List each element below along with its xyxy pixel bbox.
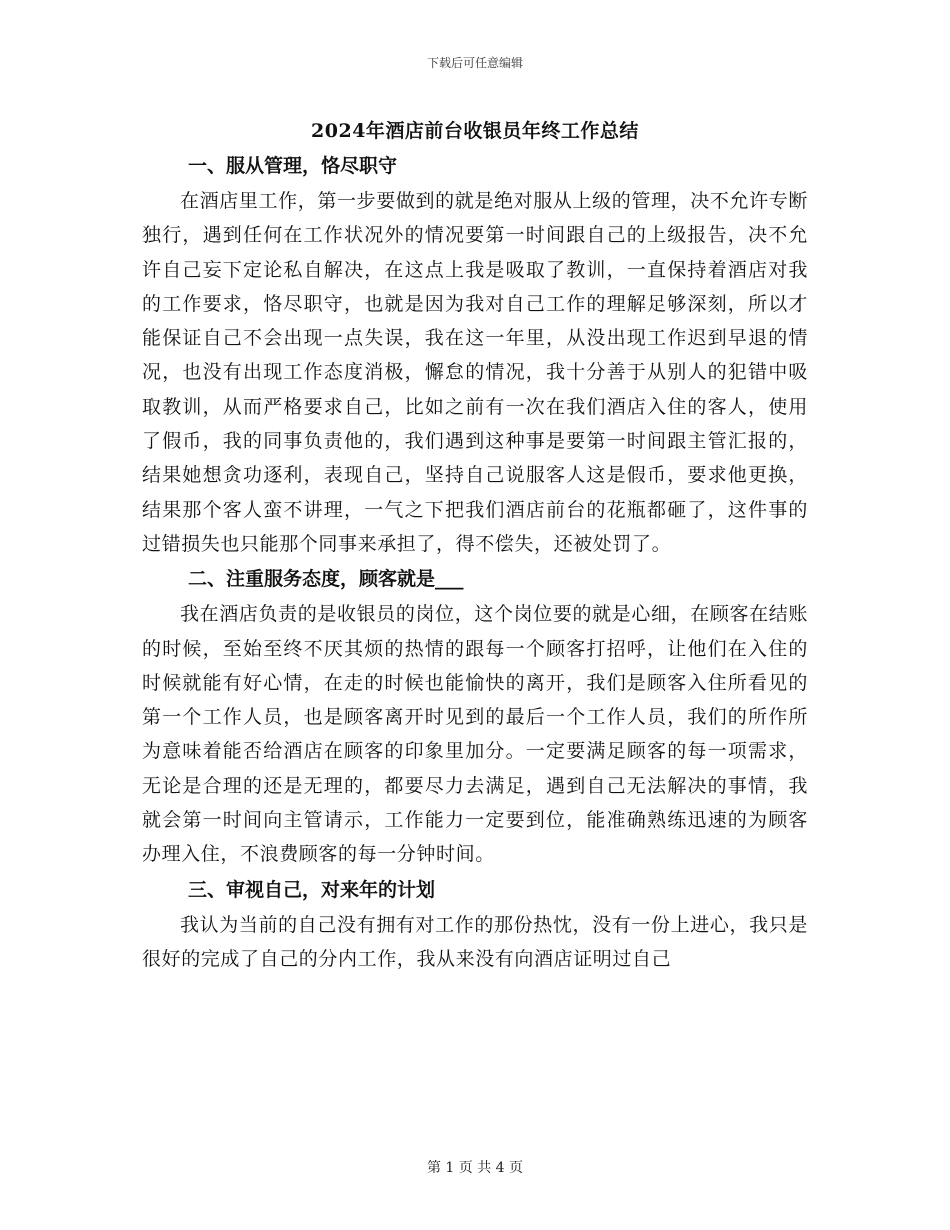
section-paragraph-2: 我在酒店负责的是收银员的岗位，这个岗位要的就是心细，在顾客在结账的时候，至始至终不厌其烦的热情的跟每一个顾客打招呼，让他们在入住的时候就能有好心情，在走的时候也能愉快的离开，我们是顾客入住所看见的第一个工作人员，也是顾客离开时见到的最后一个工作人员，我们的所作所为意味着能否给酒店在顾客的印象里加分。一定要满足顾客的每一项需求，无论是合理的还是无理的，都要尽力去满足，遇到自己无法解决的事情，我就会第一时间向主管请示，工作能力一定要到位，能准确熟练迅速的为顾客办理入住，不浪费顾客的每一分钟时间。 [142,603,808,866]
header-note: 下载后可任意编辑 [426,56,523,70]
section-paragraph-1: 在酒店里工作，第一步要做到的就是绝对服从上级的管理，决不允许专断独行，遇到任何在工作状况外的情况要第一时间跟自己的上级报告，决不允许自己妄下定论私自解决，在这点上我是吸取了教训，一直保持着酒店对我的工作要求，恪尽职守，也就是因为我对自己工作的理解足够深刻，所以才能保证自己不会出现一点失误，我在这一年里，从没出现工作迟到早退的情况，也没有出现工作态度消极，懈怠的情况，我十分善于从别人的犯错中吸取教训，从而严格要求自己，比如之前有一次在我们酒店入住的客人，使用了假币，我的同事负责他的，我们遇到这种事是要第一时间跟主管汇报的，结果她想贪功逐利，表现自己，坚持自己说服客人这是假币，要求他更换，结果那个客人蛮不讲理，一气之下把我们酒店前台的花瓶都砸了，这件事的过错损失也只能那个同事来承担了，得不偿失，还被处罚了。 [142,190,808,555]
document-title: 2024年酒店前台收银员年终工作总结 [311,120,639,142]
section-heading-1: 一、服从管理，恪尽职守 [188,155,398,177]
document-body [142,148,808,976]
section-paragraph-3: 我认为当前的自己没有拥有对工作的那份热忱，没有一份上进心，我只是很好的完成了自己的分内工作，我从来没有向酒店证明过自己 [142,913,808,970]
section-heading-3: 三、审视自己，对来年的计划 [188,878,436,901]
page-footer: 第 1 页 共 4 页 [426,1160,524,1176]
section-heading-2: 二、注重服务态度，顾客就是___ [188,568,464,591]
